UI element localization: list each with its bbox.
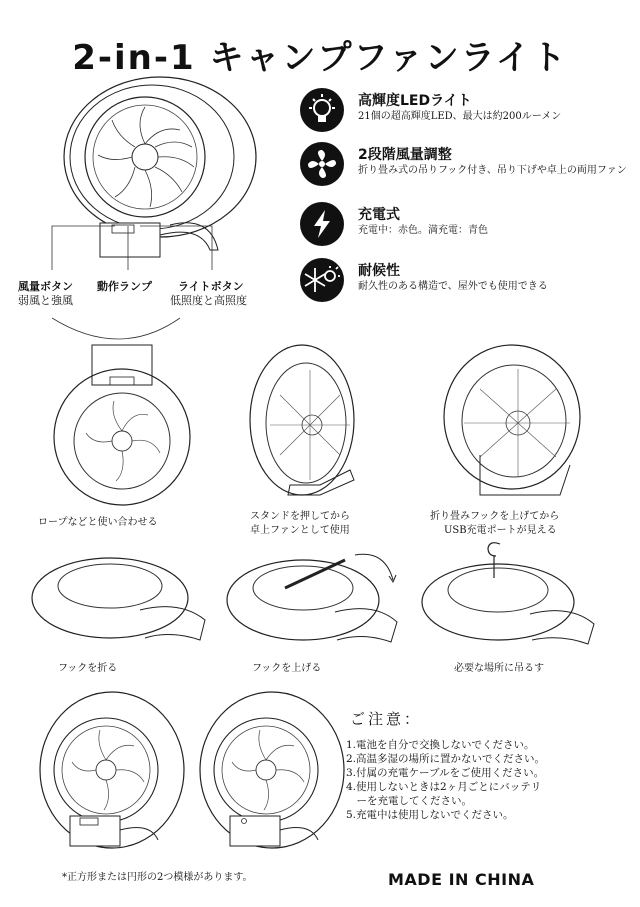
footnote: *正方形または円形の2つ模様があります。 xyxy=(62,872,253,883)
feature-fan-speed xyxy=(300,142,630,198)
note-item: ーを充電してください。 xyxy=(346,795,472,807)
fan-raise-hook-illustration xyxy=(225,550,405,650)
wind-button-label: 風量ボタン xyxy=(18,280,73,293)
status-lamp-label: 動作ランプ xyxy=(97,280,152,293)
fan-desktop-stand-illustration xyxy=(250,345,380,505)
note-item: 2.高温多湿の場所に置かないでください。 xyxy=(346,753,546,765)
fan-usb-port-illustration xyxy=(440,345,590,505)
feature-title: 2段階風量調整 xyxy=(358,147,452,163)
lightning-icon xyxy=(300,202,344,246)
notes-title: ご注意： xyxy=(350,710,423,728)
feature-desc: 21個の超高輝度LED、最大は約200ルーメン xyxy=(358,111,562,122)
feature-title: 耐候性 xyxy=(358,263,400,279)
note-item: 1.電池を自分で交換しないでください。 xyxy=(346,739,535,751)
feature-title: 充電式 xyxy=(358,207,400,223)
feature-desc: 耐久性のある構造で、屋外でも使用できる xyxy=(358,281,548,292)
note-item: 3.付属の充電ケーブルをご使用ください。 xyxy=(346,767,545,779)
caption-stand-line1: スタンドを押してから xyxy=(250,511,350,522)
caption-hook-line1: 折り畳みフックを上げてから xyxy=(430,511,560,522)
fan-hanging-rope-illustration xyxy=(40,345,190,505)
caption-rope: ロープなどと使い合わせる xyxy=(38,517,158,528)
fan-hang-illustration xyxy=(420,540,600,650)
light-button-label: ライトボタン xyxy=(178,280,244,293)
caption-hook-line2: USB充電ポートが見える xyxy=(444,525,557,536)
feature-title: 高輝度LEDライト xyxy=(358,93,472,109)
caption-stand-line2: 卓上ファンとして使用 xyxy=(250,525,350,536)
fan-square-model-illustration xyxy=(40,690,190,850)
snowflake-sun-icon xyxy=(300,258,344,302)
light-button-desc: 低照度と高照度 xyxy=(170,294,247,307)
fan-round-model-illustration xyxy=(200,690,350,850)
notes-list xyxy=(346,738,638,822)
caption-raise-hook: フックを上げる xyxy=(252,663,322,674)
wind-button-desc: 弱風と強風 xyxy=(18,294,73,307)
note-item: 5.充電中は使用しないでください。 xyxy=(346,809,514,821)
made-in-label: MADE IN CHINA xyxy=(388,870,535,889)
feature-desc: 折り畳み式の吊りフック付き、吊り下げや卓上の両用ファン xyxy=(358,165,627,176)
note-item: 4.使用しないときは2ヶ月ごとにバッテリ xyxy=(346,781,542,793)
feature-weather xyxy=(300,258,630,304)
fan-icon xyxy=(300,142,344,186)
caption-hang: 必要な場所に吊るす xyxy=(454,663,544,674)
feature-desc: 充電中：赤色。満充電：青色 xyxy=(358,225,488,236)
fan-fold-hook-illustration xyxy=(30,550,210,650)
led-bulb-icon xyxy=(300,88,344,132)
page-title: 2-in-1 キャンプファンライト xyxy=(72,38,568,78)
feature-charging xyxy=(300,202,630,248)
feature-led xyxy=(300,88,630,138)
caption-fold-hook: フックを折る xyxy=(58,663,118,674)
